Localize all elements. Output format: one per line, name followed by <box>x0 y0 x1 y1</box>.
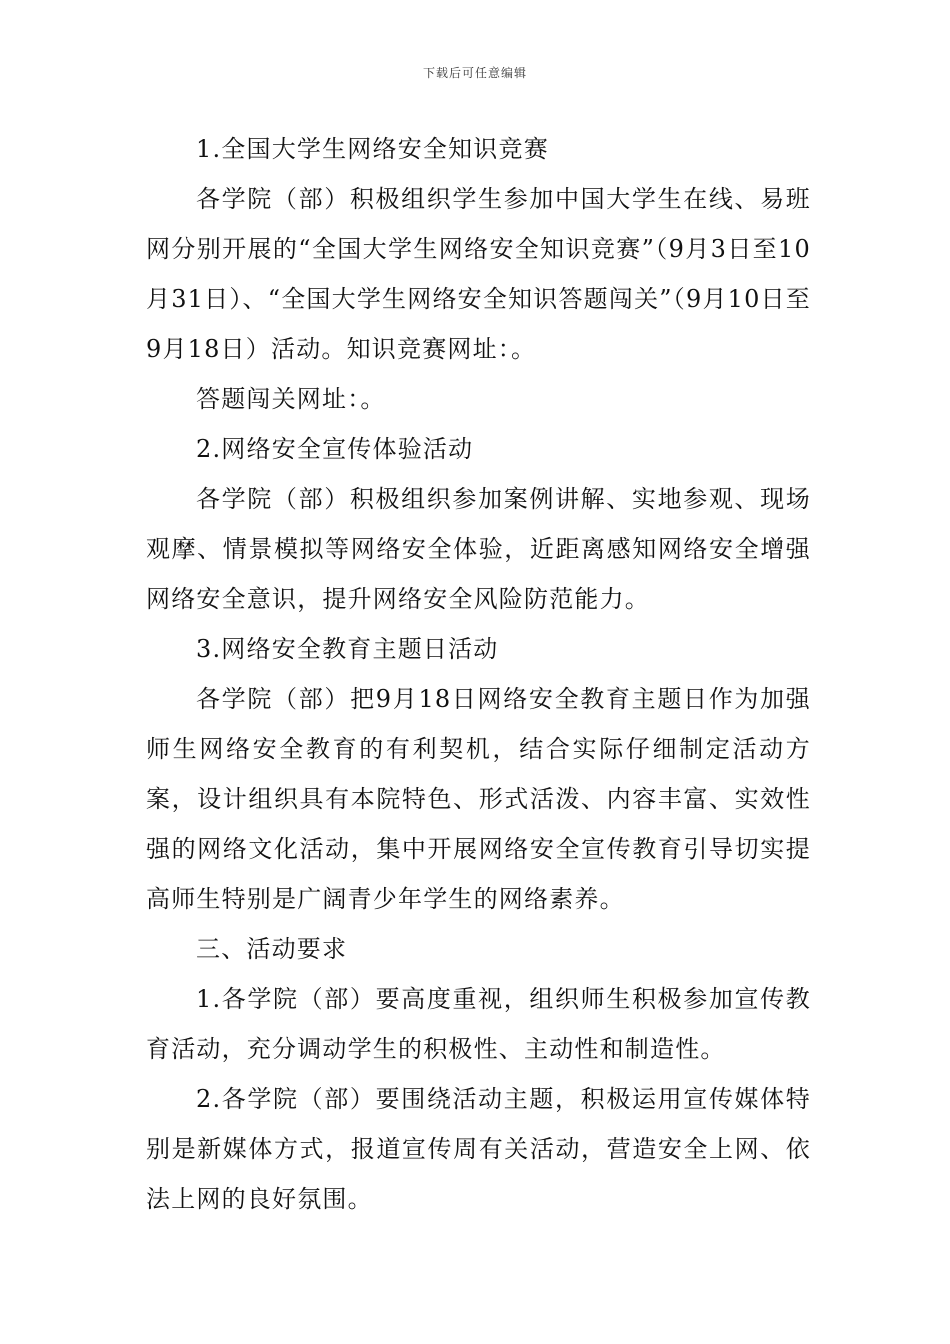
heading-theme-day: 3.网络安全教育主题日活动 <box>196 635 499 663</box>
page-header: 下载后可任意编辑 <box>422 66 527 80</box>
paragraph-theme-day: 各学院（部）把9月18日网络安全教育主题日作为加强师生网络安全教育的有利契机，结合实际仔细制定活动方案，设计组织具有本院特色、形式活泼、内容丰富、实效性强的网络文化活动，集中开展网络安全宣传教育引导切实提高师生特别是广阔青少年学生的网络素养。 <box>146 685 811 913</box>
paragraph-requirement-1: 1.各学院（部）要高度重视，组织师生积极参加宣传教育活动，充分调动学生的积极性、主动性和制造性。 <box>146 985 811 1063</box>
document-body <box>146 124 811 1224</box>
paragraph-experience-activity: 各学院（部）积极组织参加案例讲解、实地参观、现场观摩、情景模拟等网络安全体验，近距离感知网络安全增强网络安全意识，提升网络安全风险防范能力。 <box>146 485 811 613</box>
paragraph-quiz-url: 答题闯关网址：。 <box>196 385 386 413</box>
heading-requirements: 三、活动要求 <box>196 935 348 963</box>
heading-experience-activity: 2.网络安全宣传体验活动 <box>196 435 474 463</box>
paragraph-knowledge-contest: 各学院（部）积极组织学生参加中国大学生在线、易班网分别开展的“全国大学生网络安全知识竞赛”（9月3日至10月31日）、“全国大学生网络安全知识答题闯关”（9月10日至9月18日）活动。知识竞赛网址：。 <box>146 185 811 363</box>
heading-knowledge-contest: 1.全国大学生网络安全知识竞赛 <box>196 135 549 163</box>
paragraph-requirement-2: 2.各学院（部）要围绕活动主题，积极运用宣传媒体特别是新媒体方式，报道宣传周有关活动，营造安全上网、依法上网的良好氛围。 <box>146 1085 811 1213</box>
